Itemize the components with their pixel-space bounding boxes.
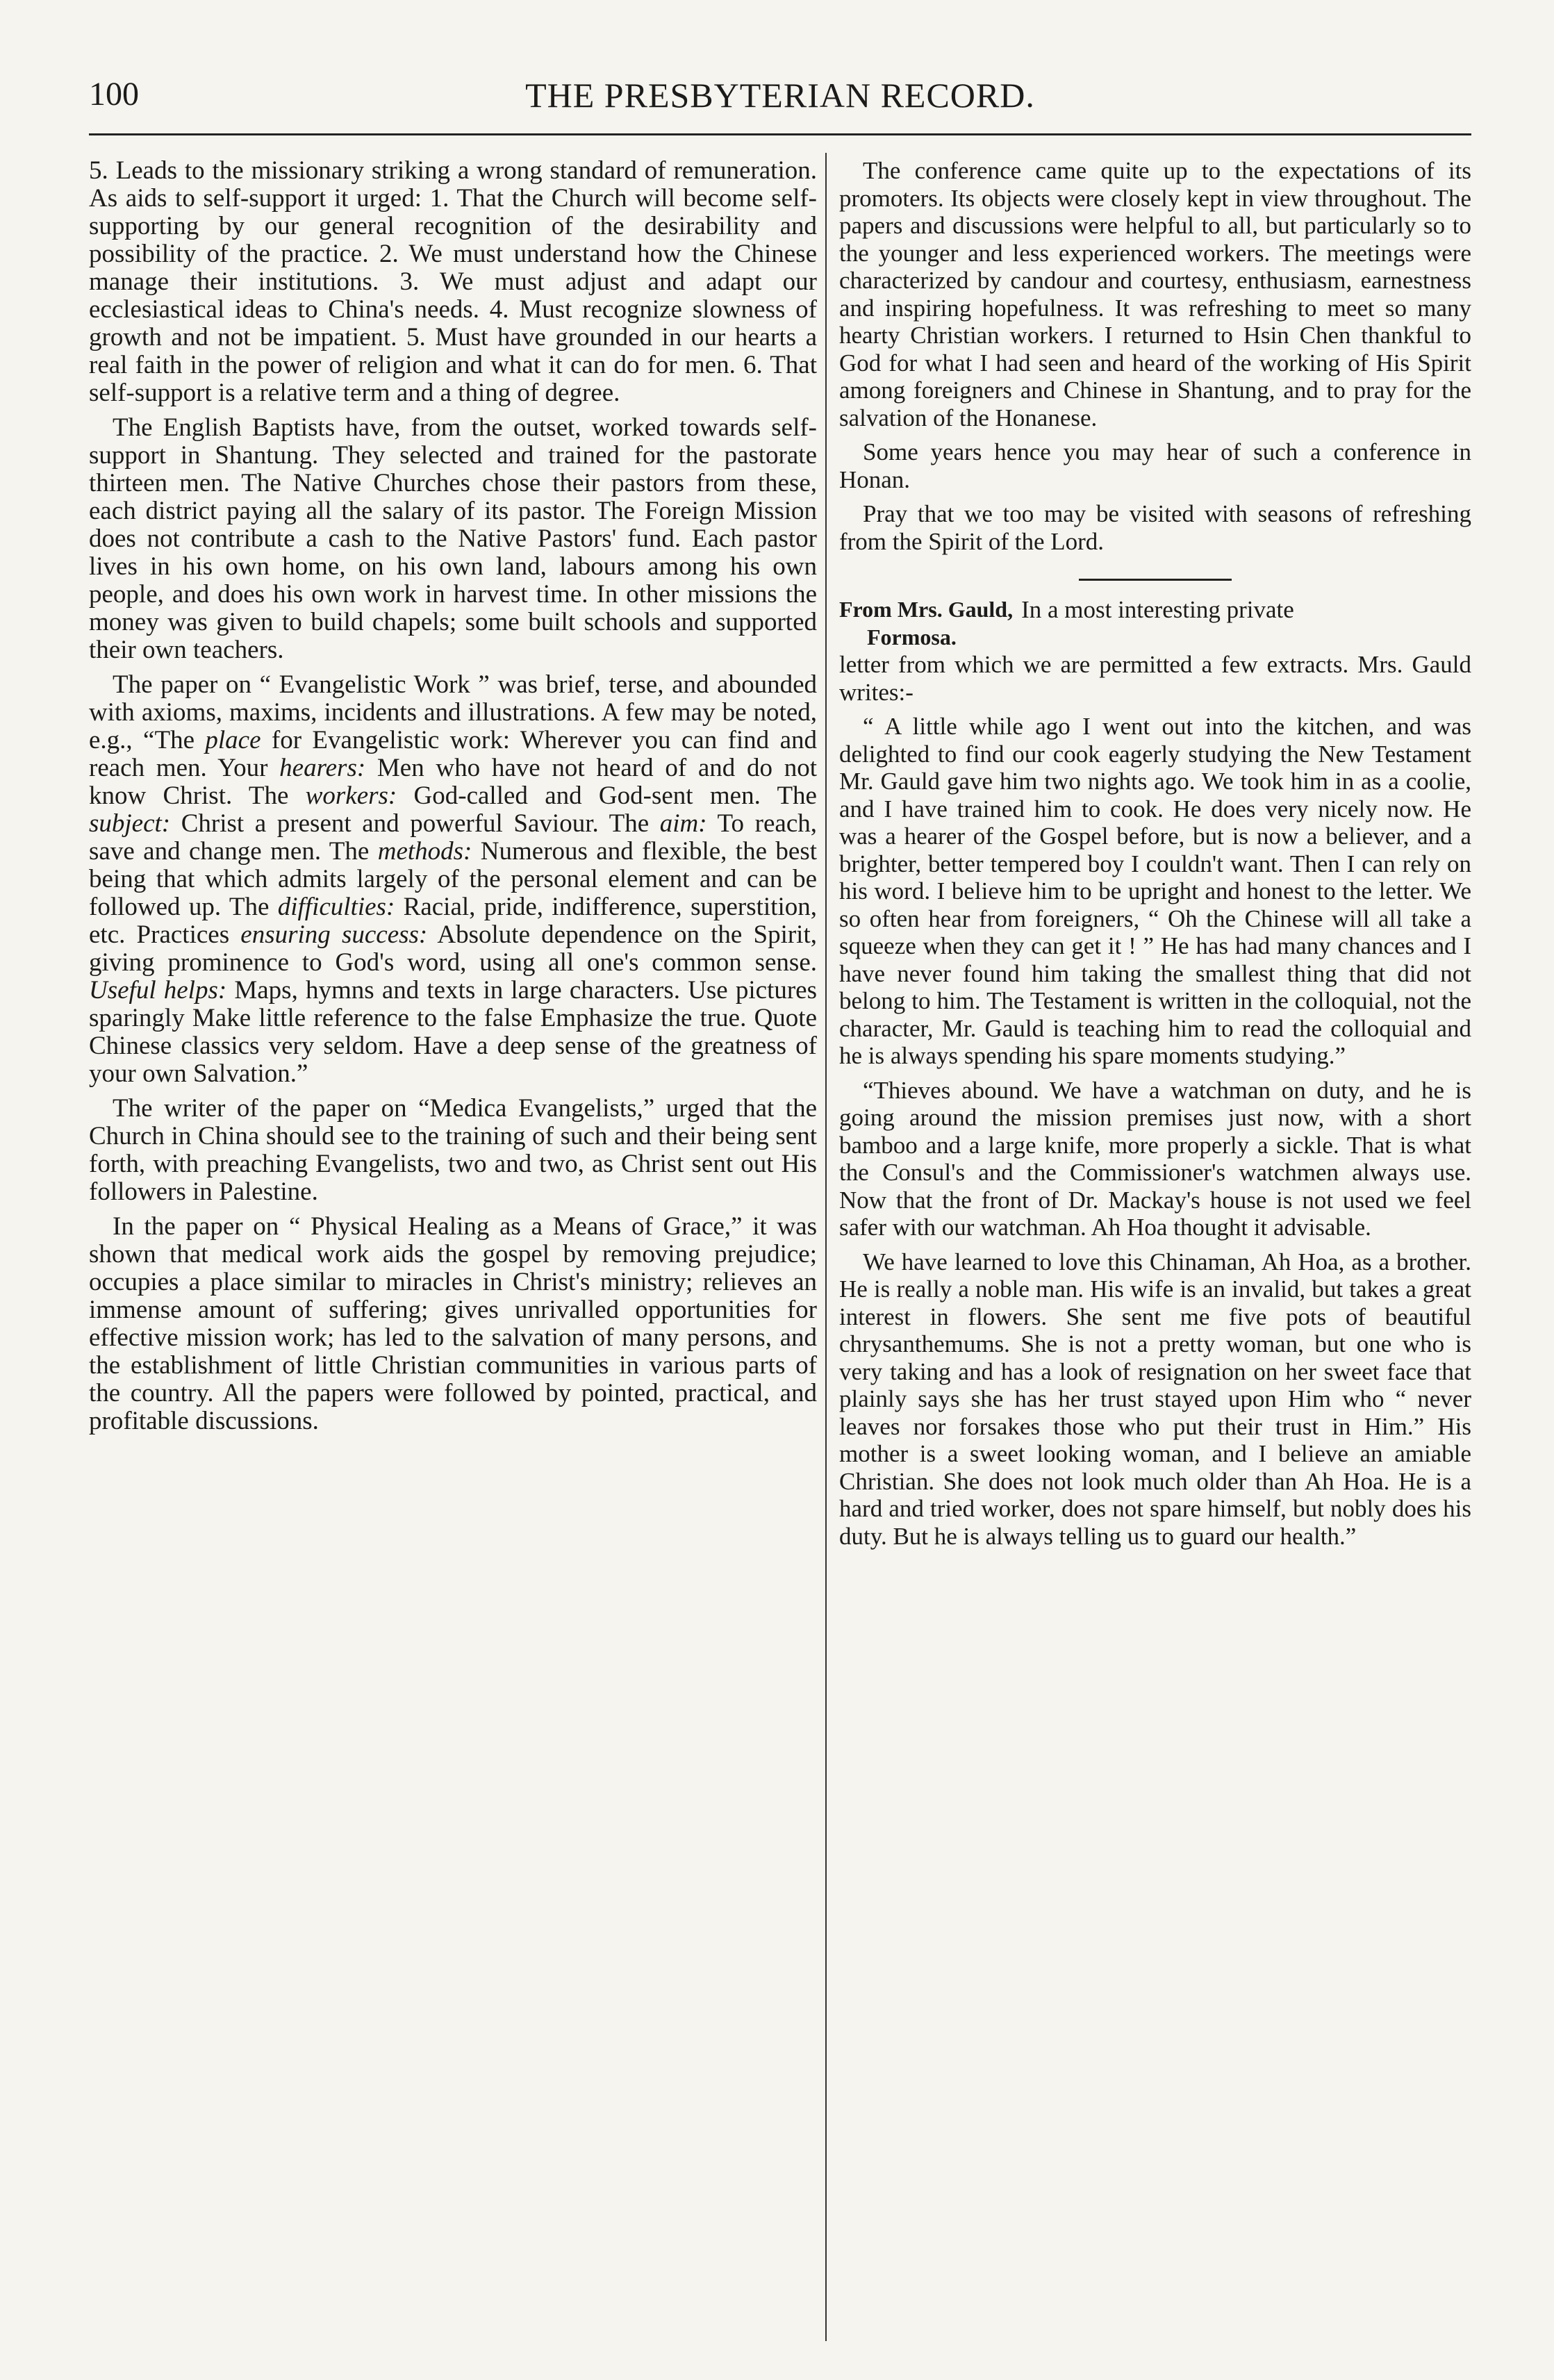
- italic-term: subject:: [89, 809, 171, 838]
- paragraph: Some years hence you may hear of such a conference in Honan.: [839, 438, 1471, 493]
- paragraph: In the paper on “ Physical Healing as a Means of Grace,” it was shown that medical work aids the gospel by removing prejudice; occupies a place similar to miracles in Christ's ministry; relieves an immense amount of suffering; gives unrivalled opportunities for effective mission work; has led to the salvation of many persons, and the establishment of little Christian communities in various parts of the country. All the papers were followed by pointed, practical, and profitable discussions.: [89, 1212, 817, 1435]
- paragraph: Pray that we too may be visited with seasons of refreshing from the Spirit of the Lord.: [839, 500, 1471, 555]
- page-header: [89, 68, 1471, 131]
- text-run: Men who have not heard of and do not know Christ. The: [89, 754, 817, 810]
- italic-term: place: [205, 726, 261, 754]
- italic-term: hearers:: [279, 754, 366, 782]
- italic-term: Useful helps:: [89, 976, 227, 1005]
- right-column: [839, 157, 1471, 2338]
- italic-term: ensuring success:: [240, 920, 428, 949]
- italic-term: aim:: [659, 809, 707, 838]
- text-run: Absolute dependence on the Spirit, giving prominence to God's word, using all one's common sense.: [89, 920, 817, 977]
- paragraph: The English Baptists have, from the outset, worked towards self-support in Shantung. They selected and trained for the pastorate thirteen men. The Native Churches chose their pastors from these, each district paying all the salary of its pastor. The Foreign Mission does not contribute a cash to the Native Pastors' fund. Each pastor lives in his own home, on his own land, labours among his own people, and does his own work in harvest time. In other missions the money was given to build chapels; some built schools and supported their own teachers.: [89, 413, 817, 664]
- italic-term: workers:: [305, 782, 397, 810]
- paragraph: The writer of the paper on “Medica Evangelists,” urged that the Church in China should see to the training of such and their being sent forth, with preaching Evangelists, two and two, as Christ sent out His followers in Palestine.: [89, 1094, 817, 1206]
- paragraph: “Thieves abound. We have a watchman on duty, and he is going around the mission premises just now, with a short bamboo and a large knife, more properly a sickle. That is what the Consul's and the Commissioner's watchmen always use. Now that the front of Dr. Mackay's house is not used we feel safer with our watchman. Ah Hoa thought it advisable.: [839, 1076, 1471, 1241]
- byline-row: [839, 624, 1471, 652]
- page-number: 100: [89, 76, 139, 113]
- byline: From Mrs. Gauld,: [839, 597, 1014, 622]
- text-run: Maps, hymns and texts in large characters. Use pictures sparingly Make little reference to the false Emphasize the true. Quote Chinese classics very seldom. Have a deep sense of the greatness of your own Salvation.”: [89, 976, 817, 1088]
- paragraph-evangelistic-work: [89, 671, 817, 1088]
- header-rule: [89, 133, 1471, 135]
- italic-term: difficulties:: [277, 893, 395, 921]
- left-column: [89, 157, 817, 2338]
- column-divider: [825, 153, 827, 2341]
- byline-place: Formosa.: [867, 624, 957, 650]
- text-run: Christ a present and powerful Saviour. The: [170, 809, 660, 838]
- text-run: God-called and God-sent men. The: [397, 782, 817, 810]
- paragraph: letter from which we are permitted a few extracts. Mrs. Gauld writes:-: [839, 651, 1471, 706]
- journal-title: THE PRESBYTERIAN RECORD.: [525, 76, 1035, 115]
- paragraph: The conference came quite up to the expectations of its promoters. Its objects were closely kept in view throughout. The papers and discussions were helpful to all, but particularly so to the younger and less experienced workers. The meetings were characterized by candour and courtesy, enthusiasm, earnestness and inspiring hopefulness. It was refreshing to meet so many hearty Christian workers. I returned to Hsin Chen thankful to God for what I had seen and heard of the working of His Spirit among foreigners and Chinese in Shantung, and to pray for the salvation of the Honanese.: [839, 157, 1471, 431]
- intro-text: In a most interesting private: [1021, 596, 1294, 623]
- text-run: To reach, save and change men. The: [89, 809, 817, 866]
- paragraph: 5. Leads to the missionary striking a wrong standard of remuneration. As aids to self-support it urged: 1. That the Church will become self-supporting by our general recognition of the desirability and possibility of the practice. 2. We must understand how the Chinese manage their institutions. 3. We must adjust and adapt our ecclesiastical ideas to China's needs. 4. Must recognize slowness of growth and not be impatient. 5. Must have grounded in our hearts a real faith in the power of religion and what it can do for men. 6. That self-support is a relative term and a thing of degree.: [89, 157, 817, 407]
- paragraph: “ A little while ago I went out into the kitchen, and was delighted to find our cook eagerly studying the New Testament Mr. Gauld gave him two nights ago. We took him in as a coolie, and I have trained him to cook. He does very nicely now. He was a hearer of the Gospel before, but is now a believer, and a brighter, better tempered boy I couldn't want. Then I can rely on his word. I believe him to be upright and honest to the letter. We so often hear from foreigners, “ Oh the Chinese will all take a squeeze when they can get it ! ” He has had many chances and I have never found him taking the smallest thing that did not belong to him. The Testament is written in the colloquial, not the character, Mr. Gauld is teaching him to read the colloquial and he is always spending his spare moments studying.”: [839, 713, 1471, 1069]
- text-run: Numerous and flexible, the best being that which admits largely of the personal element and can be followed up. The: [89, 837, 817, 921]
- byline-row: [839, 596, 1471, 624]
- italic-term: methods:: [377, 837, 472, 866]
- text-run: for Evangelistic work: Wherever you can find and reach men. Your: [89, 726, 817, 782]
- section-separator: [1079, 579, 1232, 581]
- text-run: The paper on “ Evangelistic Work ” was brief, terse, and abounded with axioms, maxims, incidents and illustrations. A few may be noted, e.g., “The: [89, 670, 817, 754]
- text-run: Racial, pride, indifference, superstition, etc. Practices: [89, 893, 817, 949]
- paragraph: We have learned to love this Chinaman, Ah Hoa, as a brother. He is really a noble man. His wife is an invalid, but takes a great interest in flowers. She sent me five pots of beautiful chrysanthemums. She is not a pretty woman, but one who is very taking and has a look of resignation on her sweet face that plainly says she has her trust stayed upon Him who “ never leaves nor forsakes those who put their trust in Him.” His mother is a sweet looking woman, and I believe an amiable Christian. She does not look much older than Ah Hoa. He is a hard and tried worker, does not spare himself, but nobly does his duty. But he is always telling us to guard our health.”: [839, 1248, 1471, 1550]
